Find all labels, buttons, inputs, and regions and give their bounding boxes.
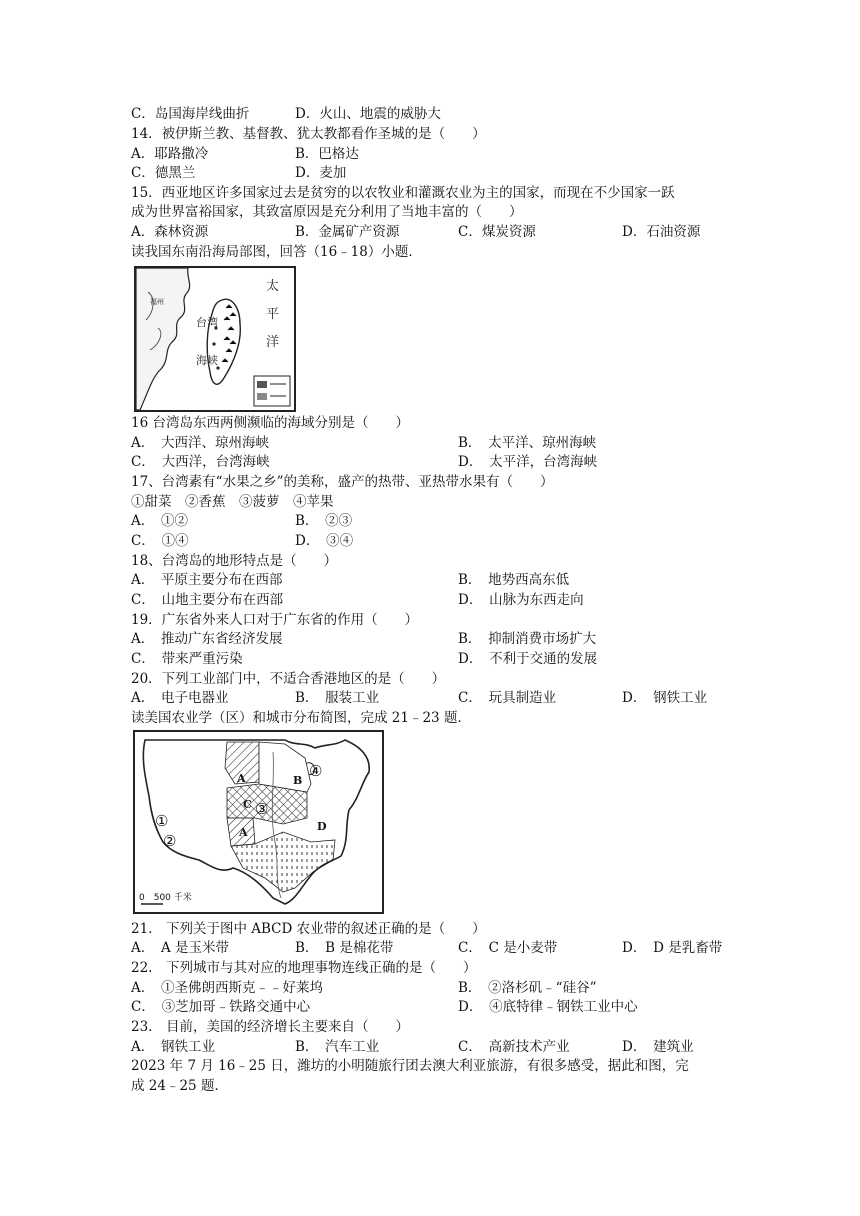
intro-24-25-line2: 成 24﹣25 题．: [131, 1078, 228, 1094]
q18-option-d: D． 山脉为东西走向: [458, 592, 584, 608]
q17-stem: 17、台湾素有“水果之乡”的美称，盛产的热带、亚热带水果有（ ）: [131, 474, 554, 490]
q20-option-b: B． 服装工业: [295, 690, 380, 706]
q19-option-d: D． 不利于交通的发展: [458, 651, 598, 667]
q16-option-d: D． 太平洋，台湾海峡: [458, 454, 598, 470]
q17-items: ①甜菜 ②香蕉 ③菠萝 ④苹果: [131, 494, 334, 510]
q23-option-b: B． 汽车工业: [295, 1039, 380, 1055]
q13-option-d: D．火山、地震的威胁大: [295, 106, 441, 122]
q21-stem: 21. 下列关于图中 ABCD 农业带的叙述正确的是（ ）: [131, 921, 486, 937]
q19-option-c: C． 带来严重污染: [131, 651, 243, 667]
q15-stem-line2: 成为世界富裕国家，其致富原因是充分利用了当地丰富的（ ）: [131, 204, 523, 220]
intro-24-25-line1: 2023 年 7 月 16﹣25 日，潍坊的小明随旅行团去澳大利亚旅游，有很多感受，据此和图，完: [131, 1058, 689, 1074]
q16-option-c: C． 大西洋，台湾海峡: [131, 454, 270, 470]
q16-option-b: B． 太平洋、琼州海峡: [458, 435, 597, 451]
strait-label: 海峡: [196, 354, 218, 367]
q15-option-c: C．煤炭资源: [458, 224, 536, 240]
taiwan-region-map: [134, 266, 296, 412]
fuzhou-label: 福州: [150, 298, 164, 306]
q22-option-d: D． ④底特律﹣钢铁工业中心: [458, 999, 638, 1015]
usa-map-drawing: [135, 732, 382, 912]
intro-21-23: 读美国农业学（区）和城市分布简图，完成 21﹣23 题．: [131, 710, 471, 726]
q19-stem: 19．广东省外来人口对于广东省的作用（ ）: [131, 612, 419, 628]
q17-option-d: D． ③④: [295, 533, 354, 549]
q19-option-a: A． 推动广东省经济发展: [131, 631, 283, 647]
q21-option-b: B． B 是棉花带: [295, 940, 394, 956]
q15-option-b: B．金属矿产资源: [295, 224, 400, 240]
q21-option-d: D． D 是乳畜带: [622, 940, 723, 956]
q18-option-b: B． 地势西高东低: [458, 572, 570, 588]
q16-stem: 16 台湾岛东西两侧濒临的海域分别是（ ）: [131, 415, 409, 431]
q20-option-d: D． 钢铁工业: [622, 690, 708, 706]
q18-option-c: C． 山地主要分布在西部: [131, 592, 284, 608]
q22-option-c: C． ③芝加哥﹣铁路交通中心: [131, 999, 311, 1015]
city-marker-3: ③: [255, 800, 269, 818]
q22-stem: 22. 下列城市与其对应的地理事物连线正确的是（ ）: [131, 960, 477, 976]
map-scale: 0 500 千米: [139, 893, 192, 903]
q14-option-b: B．巴格达: [295, 146, 359, 162]
pacific-label-1: 太: [266, 279, 280, 294]
q16-option-a: A． 大西洋、琼州海峡: [131, 435, 269, 451]
q19-option-b: B． 抑制消费市场扩大: [458, 631, 597, 647]
belt-label-a-north: A: [237, 772, 246, 785]
q23-option-d: D． 建筑业: [622, 1039, 694, 1055]
q22-option-b: B． ②洛杉矶﹣“硅谷”: [458, 980, 597, 996]
city-marker-2: ②: [163, 832, 177, 850]
q14-option-a: A．耶路撒冷: [131, 146, 209, 162]
city-marker-1: ①: [155, 812, 169, 830]
q18-option-a: A． 平原主要分布在西部: [131, 572, 283, 588]
q20-stem: 20．下列工业部门中，不适合香港地区的是（ ）: [131, 671, 446, 687]
q18-stem: 18、台湾岛的地形特点是（ ）: [131, 553, 338, 569]
q23-option-c: C． 高新技术产业: [458, 1039, 570, 1055]
q17-option-c: C． ①④: [131, 533, 189, 549]
intro-16-18: 读我国东南沿海局部图，回答（16﹣18）小题．: [131, 244, 422, 260]
q21-option-a: A． A 是玉米带: [131, 940, 230, 956]
q22-option-a: A． ①圣佛朗西斯克﹣﹣好莱坞: [131, 980, 323, 996]
pacific-label-2: 平: [266, 307, 280, 322]
q17-option-b: B． ②③: [295, 513, 353, 529]
q14-stem: 14．被伊斯兰教、基督教、犹太教都看作圣城的是（ ）: [131, 126, 486, 142]
q14-option-c: C．德黑兰: [131, 165, 196, 181]
belt-label-d: D: [317, 820, 327, 833]
q15-stem-line1: 15．西亚地区许多国家过去是贫穷的以农牧业和灌溉农业为主的国家，而现在不少国家一跃: [131, 185, 675, 201]
belt-label-a-south: A: [239, 826, 248, 839]
q23-option-a: A． 钢铁工业: [131, 1039, 215, 1055]
q20-option-c: C． 玩具制造业: [458, 690, 557, 706]
q15-option-d: D．石油资源: [622, 224, 701, 240]
belt-label-b: B: [293, 774, 303, 787]
taiwan-map-drawing: [136, 268, 294, 410]
taiwan-label: 台湾: [196, 316, 218, 329]
pacific-label-3: 洋: [266, 335, 280, 350]
usa-agriculture-map: [133, 730, 384, 914]
q15-option-a: A．森林资源: [131, 224, 209, 240]
q14-option-d: D．麦加: [295, 165, 347, 181]
q21-option-c: C． C 是小麦带: [458, 940, 558, 956]
q20-option-a: A． 电子电器业: [131, 690, 229, 706]
belt-label-c: C: [243, 798, 252, 811]
q17-option-a: A． ①②: [131, 513, 188, 529]
q13-option-c: C．岛国海岸线曲折: [131, 106, 250, 122]
city-marker-4: ④: [309, 762, 323, 780]
q23-stem: 23. 目前，美国的经济增长主要来自（ ）: [131, 1019, 409, 1035]
